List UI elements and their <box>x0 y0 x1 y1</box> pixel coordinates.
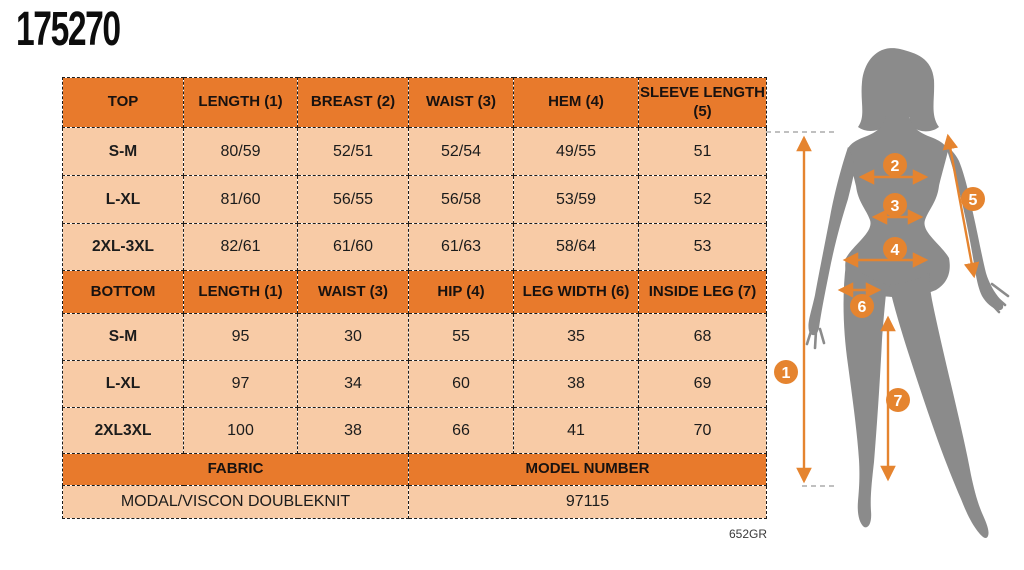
marker-label-4: 4 <box>890 242 900 259</box>
measurement-figure <box>758 25 1024 565</box>
value-cell: 100 <box>184 408 298 454</box>
info-header-row <box>63 454 767 486</box>
size-label: L-XL <box>63 176 184 224</box>
value-cell: 38 <box>514 361 639 408</box>
value-cell: 97 <box>184 361 298 408</box>
marker-label-6: 6 <box>857 299 867 316</box>
value-cell: 61/60 <box>298 224 409 271</box>
info-value-row <box>63 486 767 519</box>
value-cell: 70 <box>639 408 767 454</box>
top-header-row <box>63 78 767 128</box>
value-cell: 52 <box>639 176 767 224</box>
marker-label-3: 3 <box>890 198 900 215</box>
marker-label-1: 1 <box>781 365 791 382</box>
marker-label-5: 5 <box>968 192 978 209</box>
product-code: 175270 <box>16 3 120 56</box>
table-row <box>63 361 767 408</box>
table-row <box>63 224 767 271</box>
value-cell: 35 <box>514 314 639 361</box>
marker-label-2: 2 <box>890 158 900 175</box>
value-cell: 81/60 <box>184 176 298 224</box>
header-top: TOP <box>63 78 184 128</box>
table-row <box>63 176 767 224</box>
woman-silhouette-graphic <box>807 48 1008 538</box>
value-cell: 69 <box>639 361 767 408</box>
bottom-header-row <box>63 271 767 314</box>
header-bottom: BOTTOM <box>63 271 184 314</box>
guide-lines <box>766 132 838 486</box>
value-cell: 66 <box>409 408 514 454</box>
value-cell: 55 <box>409 314 514 361</box>
value-cell: 56/58 <box>409 176 514 224</box>
value-cell: 53/59 <box>514 176 639 224</box>
value-cell: 60 <box>409 361 514 408</box>
value-cell: 82/61 <box>184 224 298 271</box>
header-sleeve-length-5: SLEEVE LENGTH (5) <box>639 78 767 128</box>
header-hem-4: HEM (4) <box>514 78 639 128</box>
value-cell: 30 <box>298 314 409 361</box>
model-number-value: 97115 <box>409 486 767 519</box>
size-label: 2XL-3XL <box>63 224 184 271</box>
table-row <box>63 128 767 176</box>
value-cell: 68 <box>639 314 767 361</box>
header-model-number: MODEL NUMBER <box>409 454 767 486</box>
size-label: L-XL <box>63 361 184 408</box>
value-cell: 80/59 <box>184 128 298 176</box>
value-cell: 41 <box>514 408 639 454</box>
header-breast-2: BREAST (2) <box>298 78 409 128</box>
value-cell: 61/63 <box>409 224 514 271</box>
header-fabric: FABRIC <box>63 454 409 486</box>
fabric-value: MODAL/VISCON DOUBLEKNIT <box>63 486 409 519</box>
header-leg-width-6: LEG WIDTH (6) <box>514 271 639 314</box>
value-cell: 53 <box>639 224 767 271</box>
header-waist-3: WAIST (3) <box>409 78 514 128</box>
value-cell: 56/55 <box>298 176 409 224</box>
table-row <box>63 314 767 361</box>
value-cell: 34 <box>298 361 409 408</box>
value-cell: 51 <box>639 128 767 176</box>
value-cell: 52/54 <box>409 128 514 176</box>
value-cell: 38 <box>298 408 409 454</box>
header-waist-3: WAIST (3) <box>298 271 409 314</box>
header-hip-4: HIP (4) <box>409 271 514 314</box>
value-cell: 52/51 <box>298 128 409 176</box>
value-cell: 49/55 <box>514 128 639 176</box>
size-label: 2XL3XL <box>63 408 184 454</box>
header-inside-leg-7: INSIDE LEG (7) <box>639 271 767 314</box>
size-chart-table <box>62 77 767 519</box>
header-length-1: LENGTH (1) <box>184 78 298 128</box>
header-length-1: LENGTH (1) <box>184 271 298 314</box>
table-row <box>63 408 767 454</box>
value-cell: 58/64 <box>514 224 639 271</box>
value-cell: 95 <box>184 314 298 361</box>
size-label: S-M <box>63 128 184 176</box>
marker-label-7: 7 <box>893 393 903 410</box>
size-label: S-M <box>63 314 184 361</box>
footnote-code: 652GR <box>728 527 767 541</box>
